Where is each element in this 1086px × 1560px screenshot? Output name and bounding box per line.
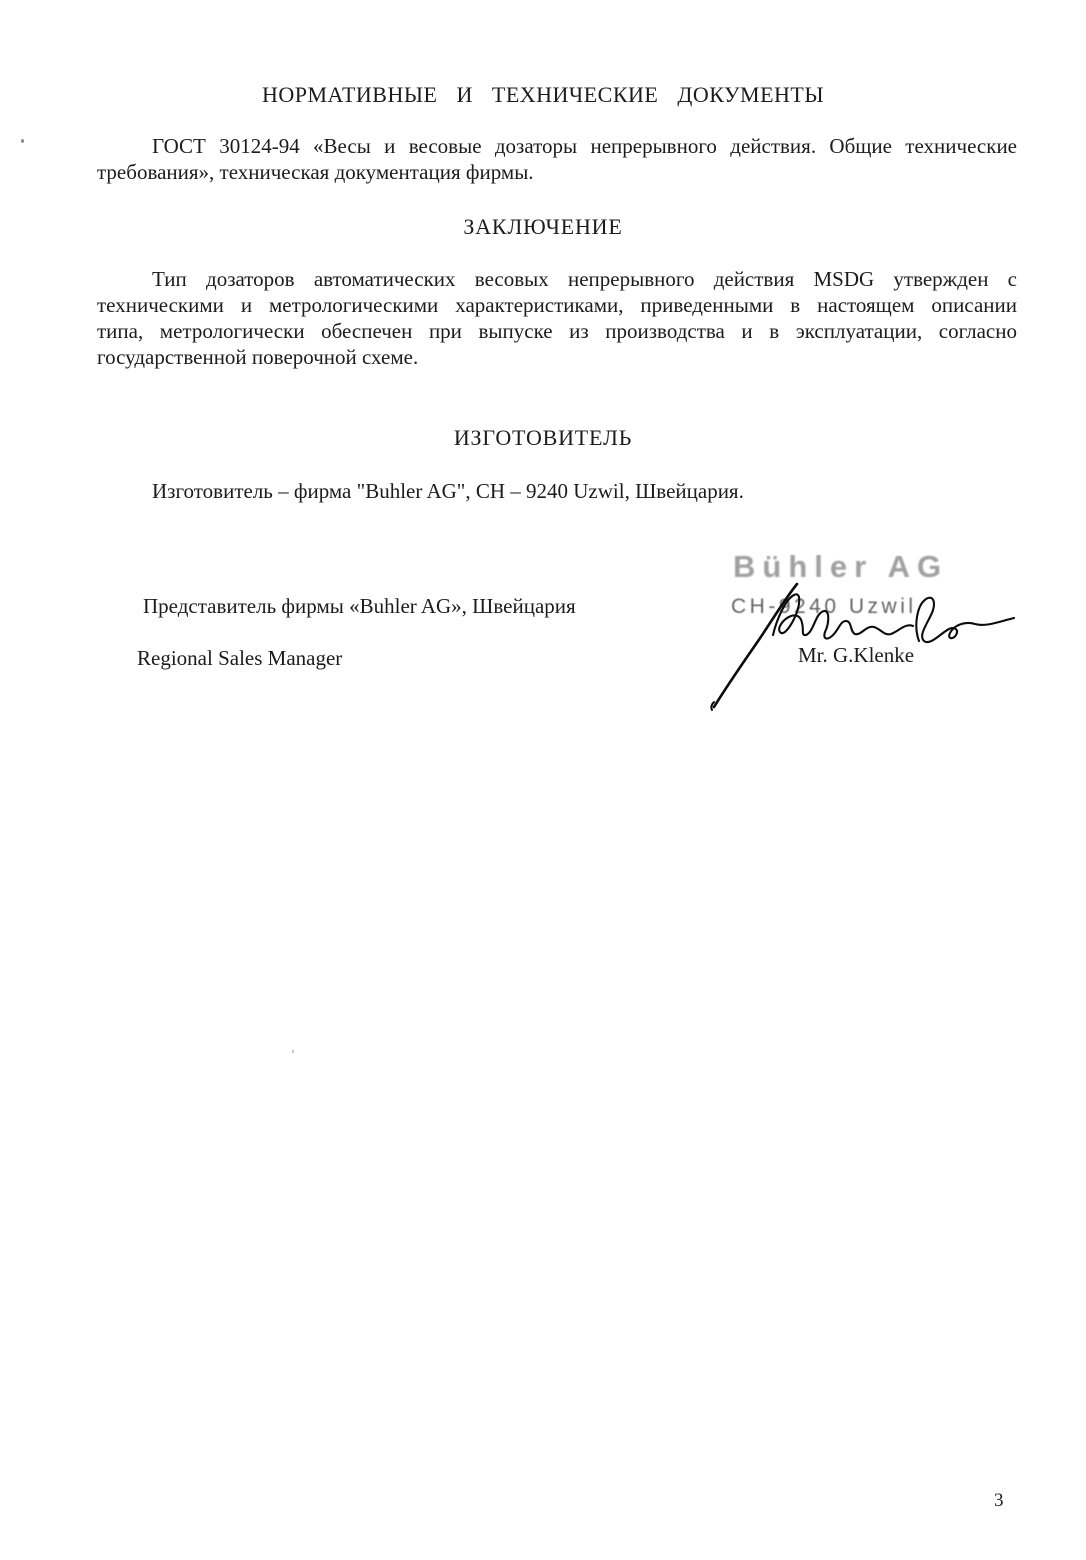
paragraph-line: типа, метрологически обеспечен при выпуске из производства и в эксплуатации, согласно xyxy=(97,319,1017,343)
paragraph-line: ГОСТ 30124-94 «Весы и весовые дозаторы непрерывного действия. Общие технические xyxy=(152,134,1017,158)
handwritten-signature xyxy=(678,572,1018,712)
conclusion-paragraph xyxy=(97,266,1017,370)
paragraph-line: Изготовитель – фирма "Buhler AG", CH – 9240 Uzwil, Швейцария. xyxy=(152,479,744,503)
signer-name: Mr. G.Klenke xyxy=(798,643,915,667)
paragraph-line: требования», техническая документация фирмы. xyxy=(97,160,534,184)
paragraph-line: Тип дозаторов автоматических весовых непрерывного действия MSDG утвержден с xyxy=(152,267,1017,291)
document-title: НОРМАТИВНЫЕ И ТЕХНИЧЕСКИЕ ДОКУМЕНТЫ xyxy=(261,82,825,107)
position-title-line: Regional Sales Manager xyxy=(137,646,343,670)
manufacturer-heading: ИЗГОТОВИТЕЛЬ xyxy=(453,425,633,450)
page-number: 3 xyxy=(994,1490,1004,1511)
paragraph-line: государственной поверочной схеме. xyxy=(97,345,419,369)
representative-line: Представитель фирмы «Buhler AG», Швейцария xyxy=(143,594,576,618)
scan-speck xyxy=(292,1050,294,1053)
conclusion-heading: ЗАКЛЮЧЕНИЕ xyxy=(463,214,623,239)
company-stamp-address: CH-9240 Uzwil xyxy=(731,595,917,618)
scan-speck xyxy=(21,139,24,143)
company-stamp-name: Bühler AG xyxy=(733,549,949,584)
normative-documents-paragraph xyxy=(97,133,1017,185)
manufacturer-paragraph xyxy=(97,478,1017,504)
paragraph-line: техническими и метрологическими характеристиками, приведенными в настоящем описании xyxy=(97,293,1017,317)
